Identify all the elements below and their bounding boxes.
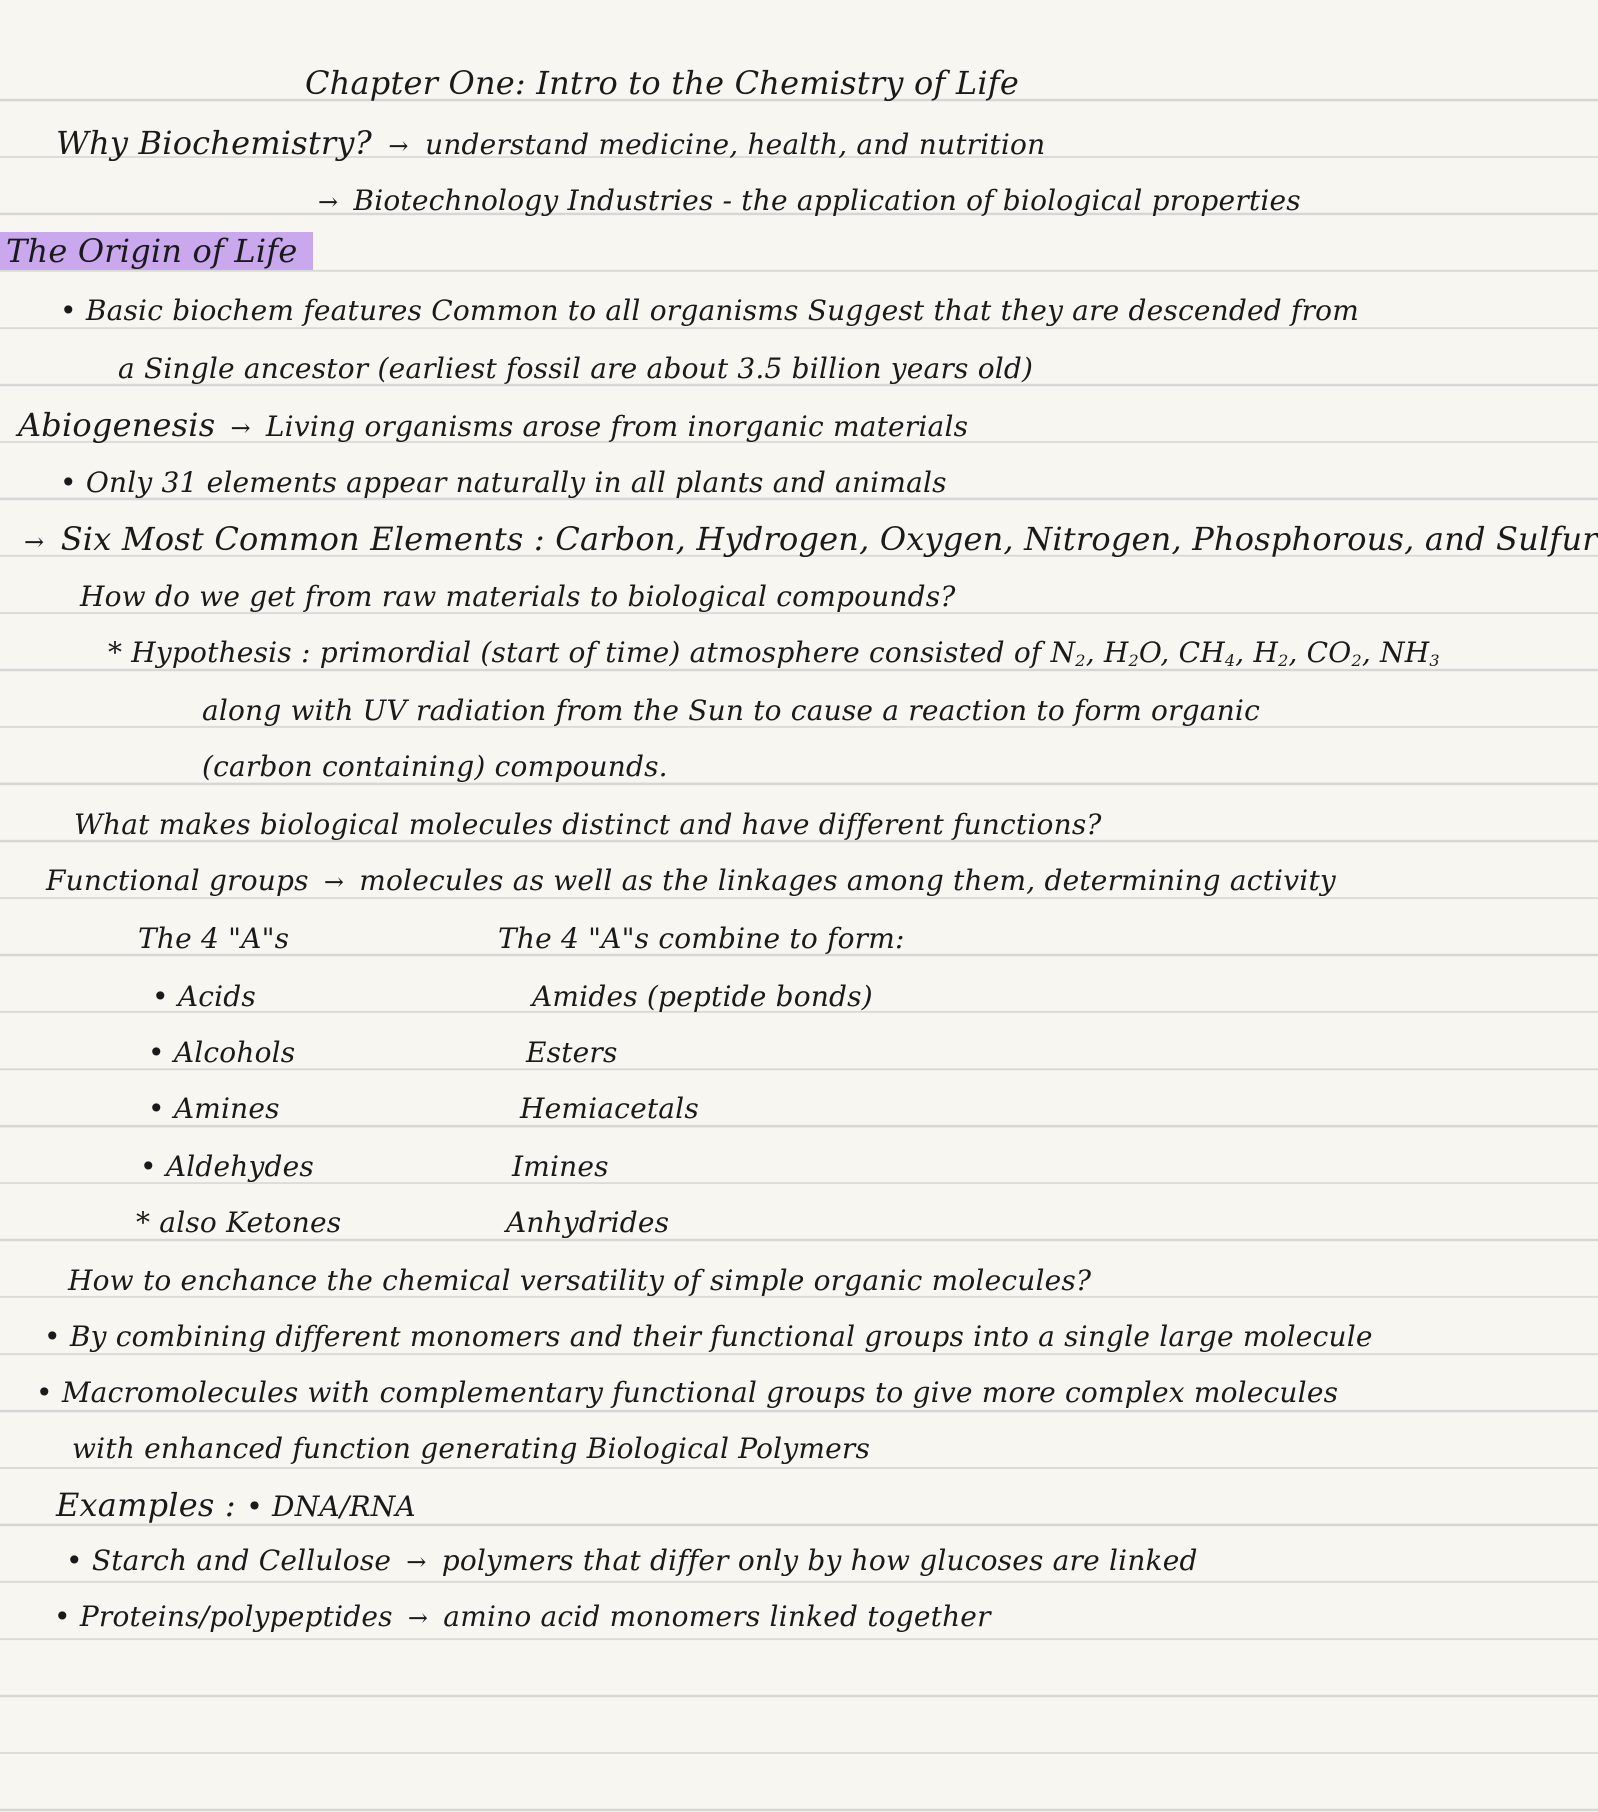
abiogenesis-definition: Living organisms arose from inorganic materials (265, 410, 969, 443)
why-reason-2-row (312, 184, 1301, 219)
right-item-anhydrides: Anhydrides (506, 1206, 670, 1239)
why-biochemistry-label (56, 126, 1045, 163)
arrow-icon: → (323, 868, 345, 896)
examples-label: Examples : (56, 1486, 236, 1524)
left-item-acids: • Acids (152, 980, 256, 1013)
example-proteins-term: • Proteins/polypeptides (54, 1600, 393, 1633)
origin-bullet-1-line-2: a Single ancestor (earliest fossil are about 3.5 billion years old) (118, 352, 1034, 385)
raw-materials-question: How do we get from raw materials to biological compounds? (80, 580, 956, 613)
hypothesis-line-1 (108, 636, 1440, 678)
example-starch-definition: polymers that differ only by how glucoses are linked (441, 1544, 1198, 1577)
origin-bullet-1-line-1: • Basic biochem features Common to all organisms Suggest that they are descended from (60, 294, 1359, 327)
versatility-bullet-1: • By combining different monomers and their functional groups into a single large molecule (44, 1320, 1373, 1353)
molecules-question: What makes biological molecules distinct and have different functions? (74, 808, 1102, 841)
example-proteins-definition: amino acid monomers linked together (443, 1600, 991, 1633)
six-elements-text: Six Most Common Elements : Carbon, Hydrogen, Oxygen, Nitrogen, Phosphorous, and Sulfur (60, 520, 1598, 558)
versatility-question: How to enchance the chemical versatility of simple organic molecules? (68, 1264, 1092, 1297)
hypothesis-line-3: (carbon containing) compounds. (202, 750, 668, 783)
example-dna-rna: • DNA/RNA (246, 1490, 416, 1523)
versatility-bullet-2-line-2: with enhanced function generating Biological Polymers (72, 1432, 871, 1465)
atmosphere-formulas: $N_2$, $H_2O$, $CH_4$, $H_2$, $CO_2$, $NH_3$ (1050, 636, 1440, 670)
left-column-header: The 4 "A"s (138, 922, 290, 955)
left-item-ketones: * also Ketones (136, 1206, 342, 1239)
arrow-icon: → (230, 414, 251, 442)
hypothesis-prefix: * Hypothesis : primordial (start of time) atmosphere consisted of (108, 636, 1042, 669)
functional-groups-term: Functional groups (46, 864, 309, 897)
abiogenesis-row (18, 408, 968, 445)
right-item-hemiacetals: Hemiacetals (520, 1092, 699, 1125)
functional-groups-definition: molecules as well as the linkages among them, determining activity (359, 864, 1336, 897)
arrow-icon: → (407, 1604, 429, 1632)
right-item-imines: Imines (512, 1150, 609, 1183)
examples-row (56, 1488, 416, 1524)
versatility-bullet-2-line-1: • Macromolecules with complementary functional groups to give more complex molecules (36, 1376, 1339, 1409)
arrow-icon: → (388, 132, 409, 160)
example-starch-row (66, 1544, 1198, 1579)
page-title: Chapter One: Intro to the Chemistry of Life (305, 64, 1019, 102)
why-reason-1: understand medicine, health, and nutrition (425, 128, 1046, 161)
left-item-amines: • Amines (148, 1092, 280, 1125)
right-item-esters: Esters (526, 1036, 618, 1069)
why-reason-2: Biotechnology Industries - the application of biological properties (353, 184, 1301, 217)
example-proteins-row (54, 1600, 991, 1635)
right-column-header: The 4 "A"s combine to form: (498, 922, 905, 955)
left-item-alcohols: • Alcohols (148, 1036, 296, 1069)
arrow-icon: → (24, 528, 45, 556)
left-item-aldehydes: • Aldehydes (140, 1150, 315, 1183)
abiogenesis-term: Abiogenesis (18, 406, 216, 444)
example-starch-term: • Starch and Cellulose (66, 1544, 392, 1577)
hypothesis-line-2: along with UV radiation from the Sun to cause a reaction to form organic (202, 694, 1260, 727)
arrow-icon: → (406, 1548, 427, 1576)
origin-heading-highlight: The Origin of Life (0, 232, 313, 270)
six-elements-row (18, 522, 1598, 559)
right-item-amides: Amides (peptide bonds) (532, 980, 873, 1013)
origin-heading (0, 234, 313, 268)
why-label: Why Biochemistry? (56, 124, 373, 162)
functional-groups-row (46, 864, 1336, 899)
arrow-icon: → (318, 188, 339, 216)
elements-bullet: • Only 31 elements appear naturally in all plants and animals (60, 466, 947, 499)
